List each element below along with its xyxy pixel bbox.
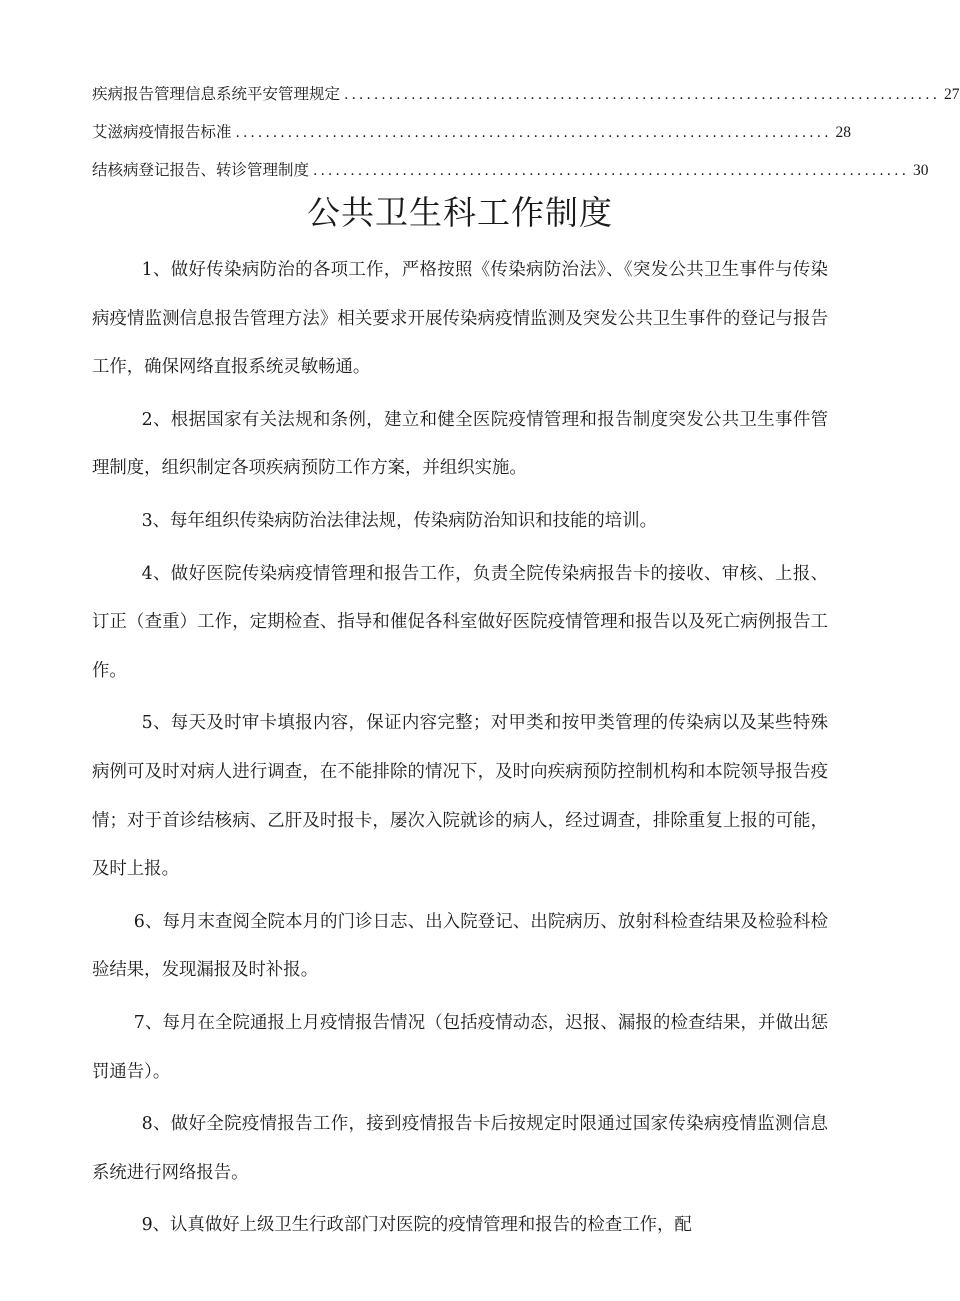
paragraph-8: 8、做好全院疫情报告工作，接到疫情报告卡后按规定时限通过国家传染病疫情监测信息系统进行网络报告。 (92, 1114, 828, 1183)
toc-leader-dots: ................................................................................ (344, 87, 941, 103)
paragraph-2: 2、根据国家有关法规和条例，建立和健全医院疫情管理和报告制度突发公共卫生事件管理制度，组织制定各项疾病预防工作方案，并组织实施。 (92, 409, 828, 479)
toc-entry-page: 28 (835, 124, 852, 141)
toc-entry-title: 疾病报告管理信息系统平安管理规定 (92, 85, 341, 103)
toc-entry-title: 艾滋病疫情报告标准 (92, 123, 232, 141)
toc-leader-dots: ................................................................................ (235, 125, 832, 141)
paragraph-7: 7、每月在全院通报上月疫情报告情况（包括疫情动态，迟报、漏报的检查结果，并做出惩罚通告）。 (92, 1012, 828, 1082)
paragraph-9: 9、认真做好上级卫生行政部门对医院的疫情管理和报告的检查工作，配 (141, 1215, 692, 1236)
paragraph-6: 6、每月末查阅全院本月的门诊日志、出入院登记、出院病历、放射科检查结果及检验科检验结果，发现漏报及时补报。 (92, 911, 828, 981)
toc-entry-title: 结核病登记报告、转诊管理制度 (92, 161, 310, 179)
toc-entry-page: 27 (944, 86, 960, 103)
table-of-contents (92, 80, 960, 194)
paragraph-5: 5、每天及时审卡填报内容，保证内容完整；对甲类和按甲类管理的传染病以及某些特殊病例可及时对病人进行调查，在不能排除的情况下，及时向疾病预防控制机构和本院领导报告疫情；对于首诊结核病、乙肝及时报卡，屡次入院就诊的病人，经过调查，排除重复上报的可能，及时上报。 (92, 713, 828, 880)
document-title: 公共卫生科工作制度 (307, 193, 613, 232)
paragraph-4: 4、做好医院传染病疫情管理和报告工作，负责全院传染病报告卡的接收、审核、上报、订正（查重）工作，定期检查、指导和催促各科室做好医院疫情管理和报告以及死亡病例报告工作。 (92, 563, 828, 681)
toc-entry[interactable] (92, 118, 852, 156)
toc-leader-dots: ................................................................................ (313, 163, 910, 179)
toc-entry[interactable] (92, 80, 960, 118)
document-body (92, 246, 828, 1254)
paragraph-1: 1、做好传染病防治的各项工作，严格按照《传染病防治法》、《突发公共卫生事件与传染病疫情监测信息报告管理方法》相关要求开展传染病疫情监测及突发公共卫生事件的登记与报告工作，确保网络直报系统灵敏畅通。 (92, 260, 828, 378)
toc-entry-page: 30 (913, 162, 929, 179)
paragraph-3: 3、每年组织传染病防治法律法规，传染病防治知识和技能的培训。 (141, 510, 657, 531)
